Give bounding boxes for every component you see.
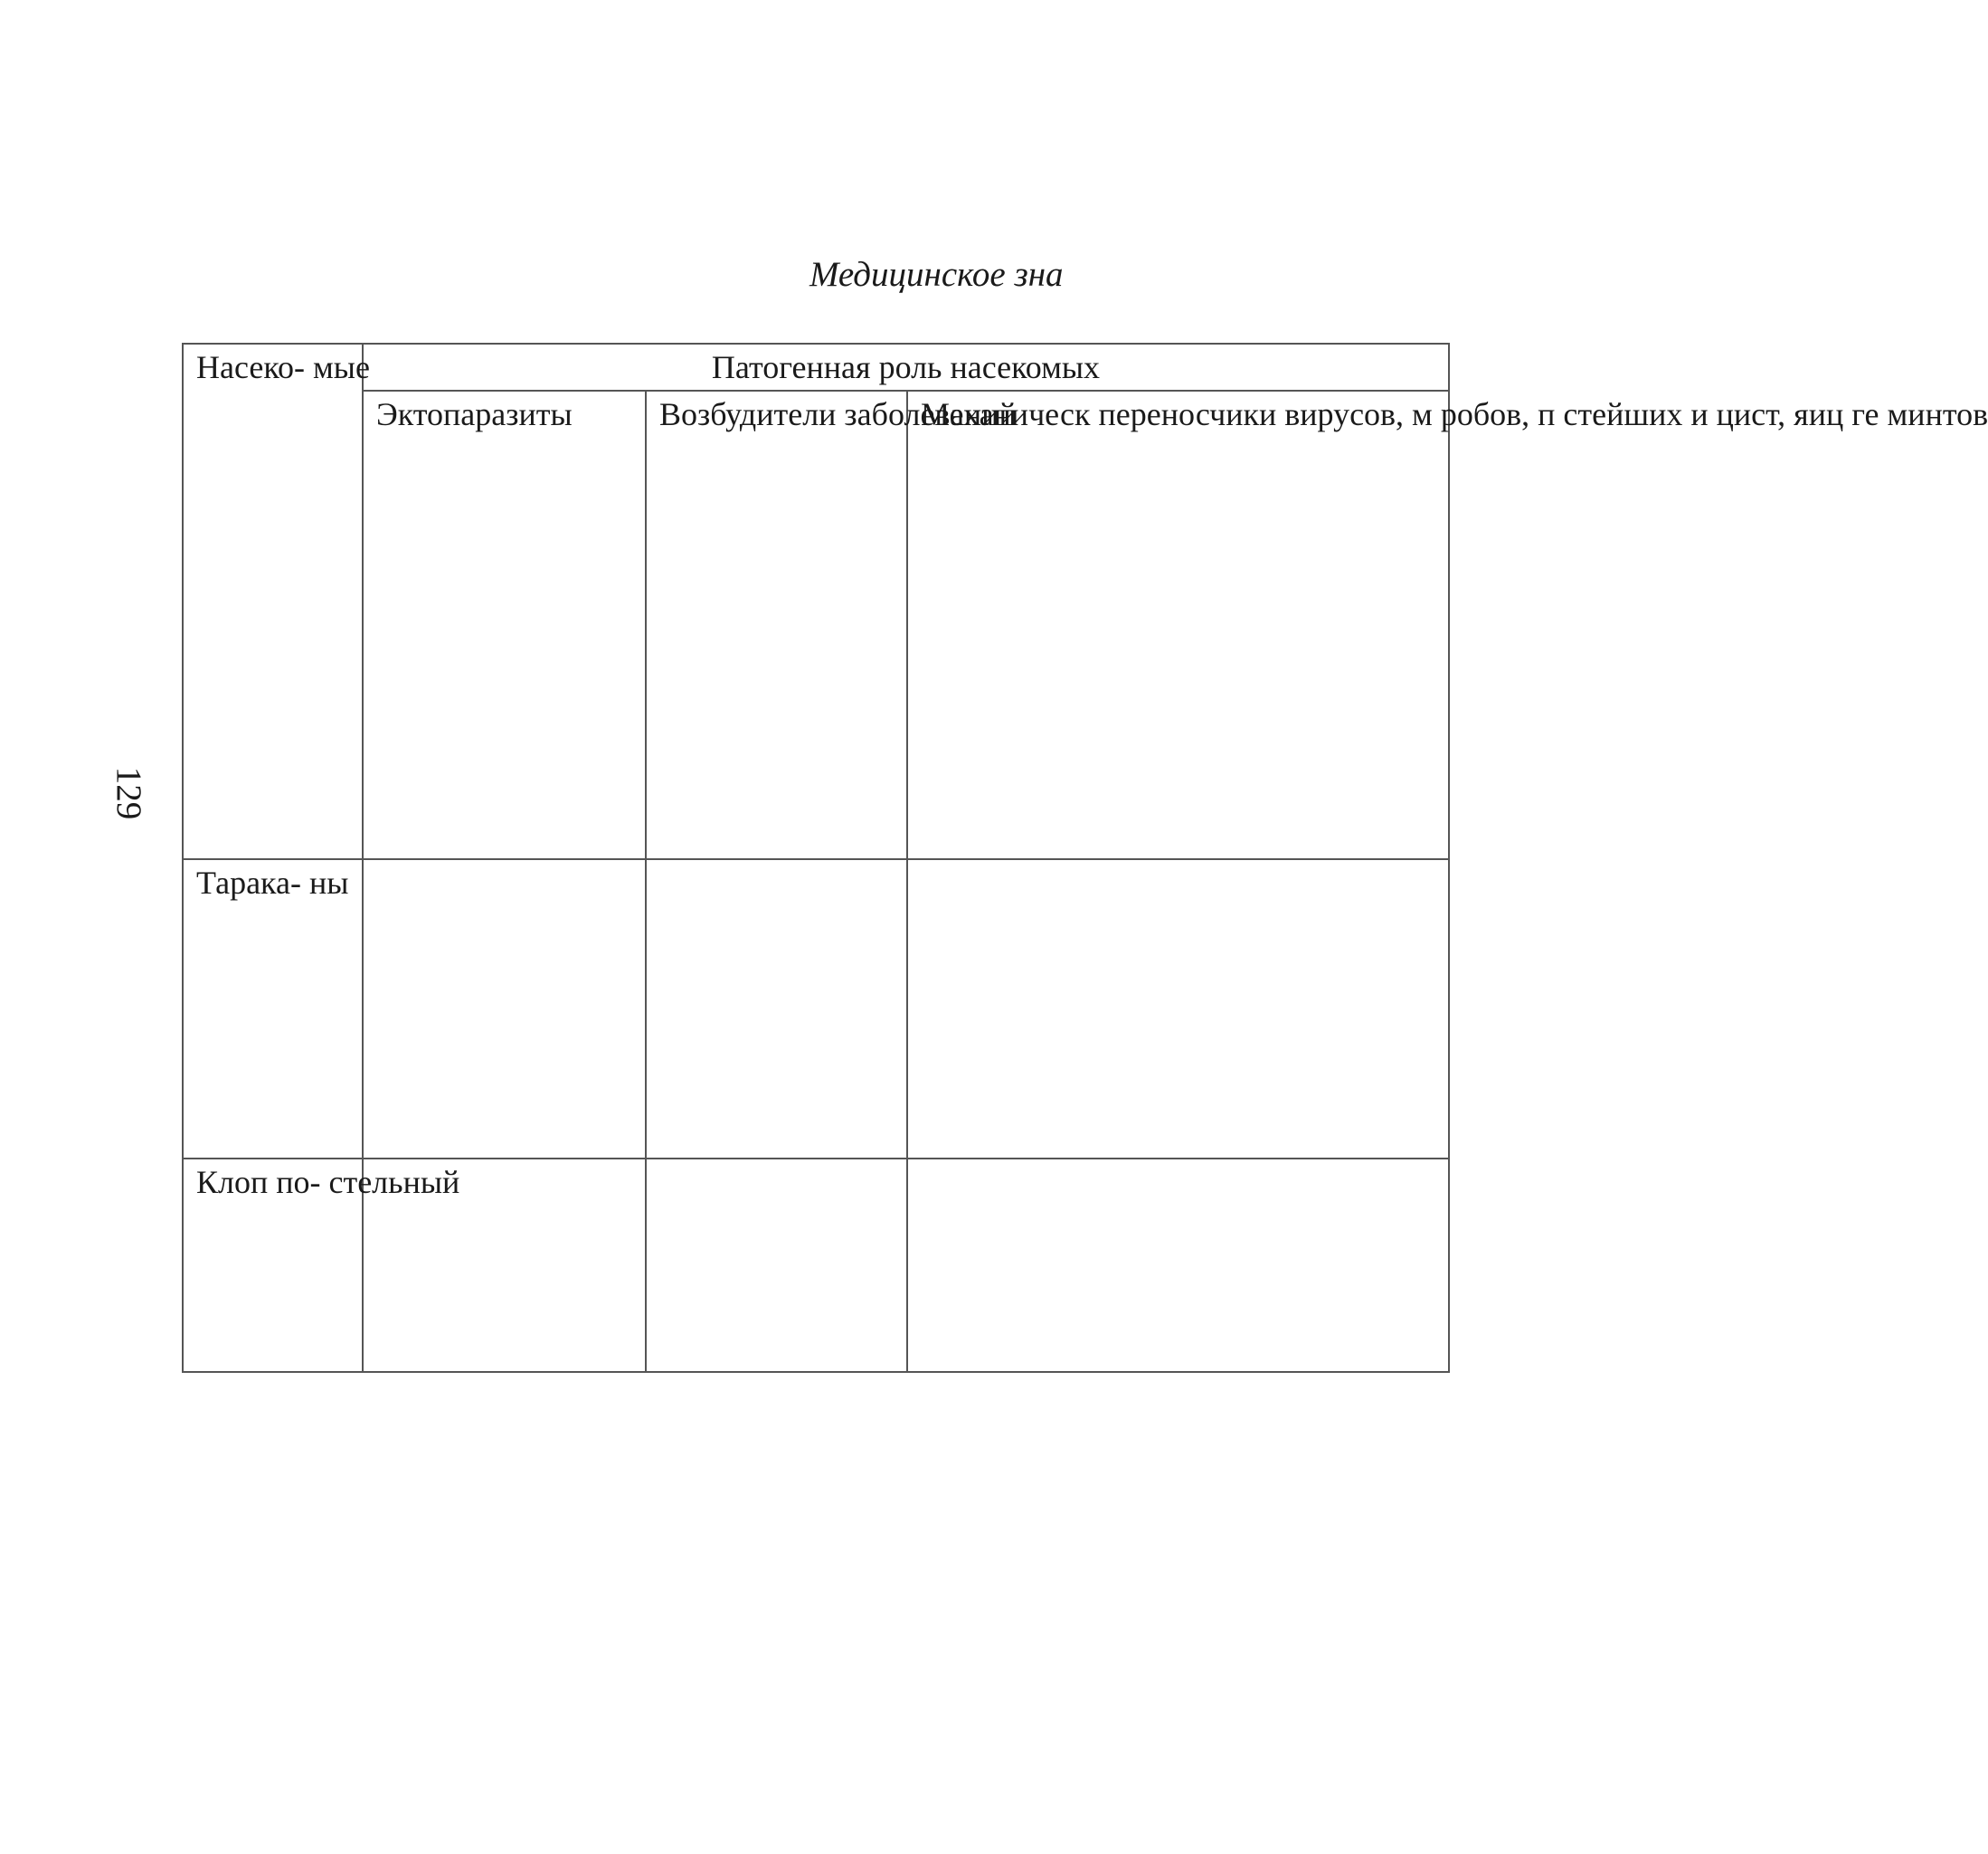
column-header-mechanical-carriers: Механическ переносчики вирусов, м робов, п стейших и цист, яиц ге минтов (907, 391, 1449, 859)
column-header-ectoparasites: Эктопаразиты (363, 391, 646, 859)
running-title: Медицинское зна (809, 255, 1064, 294)
group-header-cell: Патогенная роль насекомых (363, 344, 1449, 391)
row-name-bedbug: Клоп по- стельный (183, 1159, 363, 1372)
table-cell (363, 859, 646, 1159)
table-container (182, 343, 1988, 1360)
column-header-pathogens: Возбудители заболеваний (646, 391, 907, 859)
row-name-cockroaches: Тарака- ны (183, 859, 363, 1159)
page-number: 129 (109, 766, 148, 820)
row-header-cell: Насеко- мые (183, 344, 363, 859)
table-cell (907, 859, 1449, 1159)
table-cell (646, 1159, 907, 1372)
table-cell (907, 1159, 1449, 1372)
insect-pathogen-table (182, 343, 1988, 1373)
table-row (183, 1159, 1449, 1372)
table-row (183, 859, 1449, 1159)
table-cell (646, 859, 907, 1159)
